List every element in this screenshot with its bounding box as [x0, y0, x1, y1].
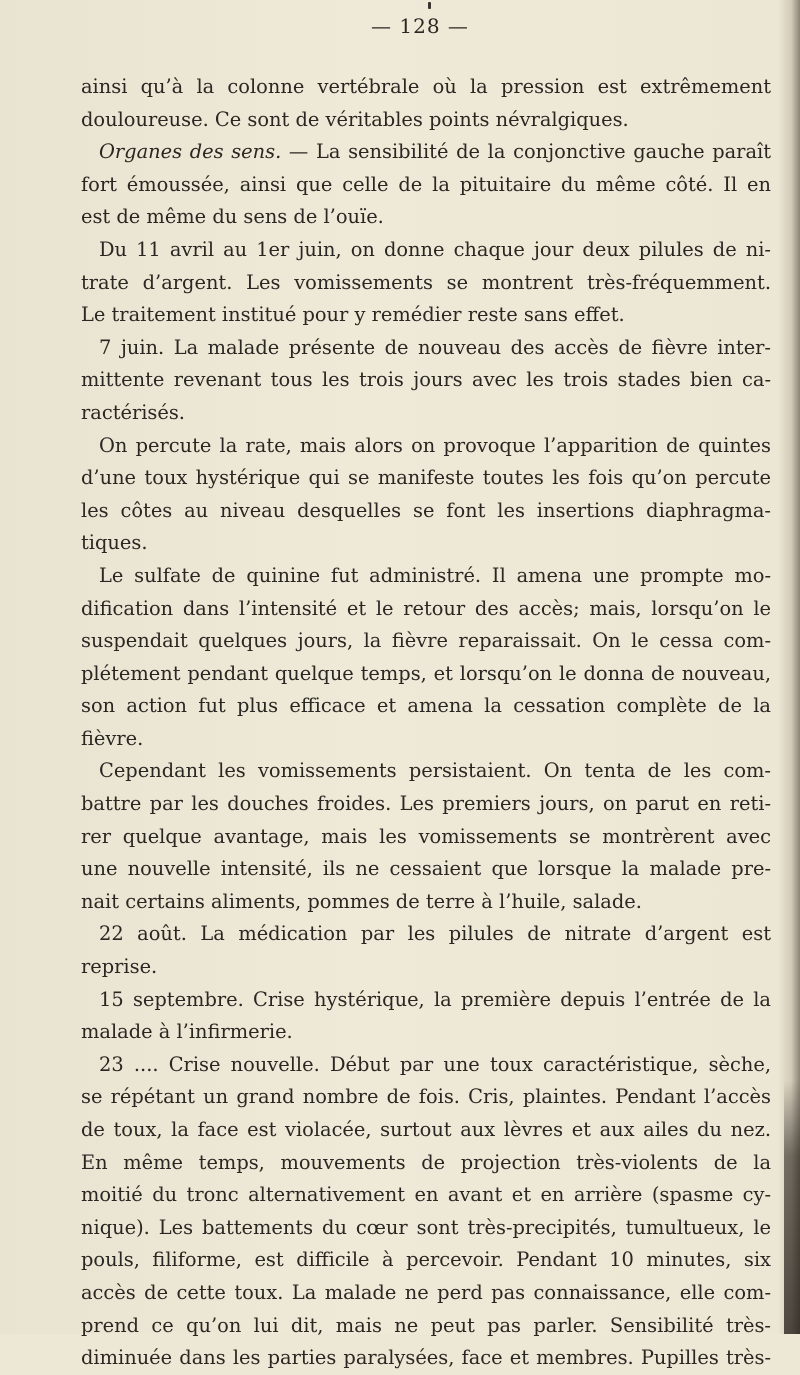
text-line-content: les côtes au niveau desquelles se font les insertions diaphragma- — [81, 498, 771, 522]
text-line-content: une nouvelle intensité, ils ne cessaient que lorsque la malade pre- — [81, 857, 771, 881]
text-line — [81, 593, 771, 626]
text-line — [81, 527, 771, 560]
text-line-content: Cependant les vomissements persistaient. On tenta de les com- — [99, 759, 771, 783]
text-line-content: En même temps, mouvements de projection très-violents de la — [81, 1150, 771, 1174]
text-line — [81, 690, 771, 723]
text-line-content: d’une toux hystérique qui se manifeste toutes les fois qu’on percute — [81, 466, 771, 490]
text-line — [81, 853, 771, 886]
text-line — [81, 104, 771, 137]
text-line-content: Le traitement institué pour y remédier reste sans effet. — [81, 303, 625, 327]
text-line — [81, 364, 771, 397]
text-line — [81, 918, 771, 951]
text-line-content: 7 juin. La malade présente de nouveau des accès de fièvre inter- — [99, 335, 771, 359]
text-line — [81, 71, 771, 104]
text-line — [81, 1244, 771, 1277]
text-line — [81, 299, 771, 332]
text-line-content: plétement pendant quelque temps, et lorsqu’on le donna de nouveau, — [81, 661, 771, 685]
text-line-content: diminuée dans les parties paralysées, face et membres. Pupilles très- — [81, 1346, 771, 1370]
text-line — [81, 658, 771, 691]
text-line — [81, 495, 771, 528]
body-text — [81, 71, 771, 1375]
text-line-content: mittente revenant tous les trois jours avec les trois stades bien ca- — [81, 368, 771, 392]
text-line — [81, 1081, 771, 1114]
text-line — [81, 951, 771, 984]
text-line — [81, 1342, 771, 1375]
text-line — [81, 397, 771, 430]
text-line — [81, 723, 771, 756]
section-heading: Organes des sens. — [99, 140, 282, 164]
text-line — [81, 1147, 771, 1180]
text-line-content: moitié du tronc alternativement en avant et en arrière (spasme cy- — [81, 1183, 771, 1207]
text-line-content: fièvre. — [81, 726, 144, 750]
text-line — [81, 1049, 771, 1082]
text-line-content: suspendait quelques jours, la fièvre reparaissait. On le cessa com- — [81, 629, 771, 653]
text-line-content: ainsi qu’à la colonne vertébrale où la pression est extrêmement — [81, 75, 771, 98]
text-line — [81, 821, 771, 854]
text-line — [81, 1277, 771, 1310]
text-line-content: son action fut plus efficace et amena la cessation complète de la — [81, 694, 771, 718]
text-line-content: trate d’argent. Les vomissements se montrent très-fréquemment. — [81, 270, 771, 294]
text-line — [81, 560, 771, 593]
text-line-content: se répétant un grand nombre de fois. Cris, plaintes. Pendant l’accès — [81, 1085, 771, 1109]
text-line-content: On percute la rate, mais alors on provoque l’apparition de quintes — [99, 433, 771, 457]
text-line-content: pouls, filiforme, est difficile à percevoir. Pendant 10 minutes, six — [81, 1248, 771, 1272]
text-line — [81, 332, 771, 365]
text-line-content: de toux, la face est violacée, surtout aux lèvres et aux ailes du nez. — [81, 1118, 771, 1141]
text-line-content: est de même du sens de l’ouïe. — [81, 205, 384, 229]
text-line-content: Du 11 avril au 1er juin, on donne chaque jour deux pilules de ni- — [99, 237, 771, 261]
text-line-content: reprise. — [81, 955, 158, 979]
ink-speck — [428, 2, 431, 9]
page-edge-binding — [784, 1080, 800, 1334]
text-line-content: Le sulfate de quinine fut administré. Il amena une prompte mo- — [99, 563, 771, 587]
text-line — [81, 1114, 771, 1147]
text-line — [81, 136, 771, 169]
text-line — [81, 755, 771, 788]
text-line-content: 23 .... Crise nouvelle. Début par une toux caractéristique, sèche, — [99, 1052, 771, 1076]
text-line-content: prend ce qu’on lui dit, mais ne peut pas parler. Sensibilité très- — [81, 1313, 771, 1337]
text-line-content: 22 août. La médication par les pilules de nitrate d’argent est — [99, 922, 771, 946]
text-line — [81, 462, 771, 495]
text-line — [81, 886, 771, 919]
text-line-content: dification dans l’intensité et le retour des accès; mais, lorsqu’on le — [81, 596, 771, 620]
text-line — [81, 1016, 771, 1049]
text-line — [81, 984, 771, 1017]
page-number: — 128 — — [371, 14, 469, 38]
text-line — [81, 430, 771, 463]
text-line-content: rer quelque avantage, mais les vomissements se montrèrent avec — [81, 824, 771, 848]
text-line — [81, 169, 771, 202]
text-line-content: ractérisés. — [81, 400, 185, 424]
text-line-content: nique). Les battements du cœur sont très-precipités, tumultueux, le — [81, 1215, 771, 1239]
text-line — [81, 201, 771, 234]
text-line-content: — La sensibilité de la conjonctive gauche paraît — [281, 140, 772, 164]
text-line-content: accès de cette toux. La malade ne perd pas connaissance, elle com- — [81, 1280, 771, 1304]
text-line — [81, 1212, 771, 1245]
text-line — [81, 234, 771, 267]
text-line — [81, 1179, 771, 1212]
text-line-content: fort émoussée, ainsi que celle de la pituitaire du même côté. Il en — [81, 172, 771, 196]
text-line-content: douloureuse. Ce sont de véritables points névralgiques. — [81, 107, 629, 131]
text-line — [81, 1310, 771, 1343]
text-line-content: tiques. — [81, 531, 148, 555]
text-line-content: nait certains aliments, pommes de terre à l’huile, salade. — [81, 889, 642, 913]
text-line — [81, 788, 771, 821]
text-line-content: 15 septembre. Crise hystérique, la première depuis l’entrée de la — [99, 987, 771, 1011]
text-line — [81, 625, 771, 658]
text-line-content: malade à l’infirmerie. — [81, 1020, 293, 1044]
text-line — [81, 267, 771, 300]
text-line-content: battre par les douches froides. Les premiers jours, on parut en reti- — [81, 792, 771, 816]
